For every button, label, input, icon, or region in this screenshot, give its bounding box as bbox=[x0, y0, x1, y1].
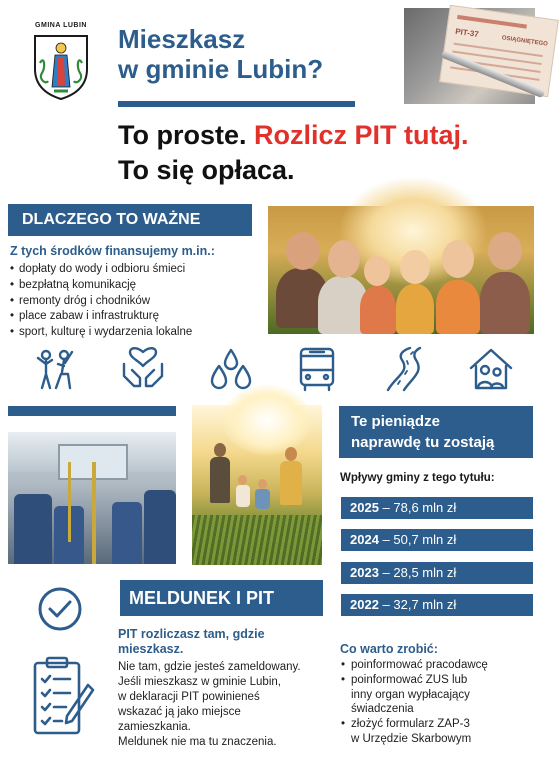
coat-of-arms-icon bbox=[32, 33, 90, 101]
revenue-row bbox=[341, 529, 533, 551]
tagline-part-1: To proste. bbox=[118, 120, 255, 150]
house-family-icon bbox=[468, 346, 514, 392]
todo-list bbox=[340, 658, 536, 747]
body-line: Nie tam, gdzie jesteś zameldowany. bbox=[118, 661, 301, 673]
revenue-amount: – 28,5 mln zł bbox=[378, 565, 457, 580]
check-circle-icon bbox=[36, 585, 84, 633]
meldunek-body bbox=[118, 660, 333, 750]
section-divider bbox=[8, 406, 176, 416]
todo-line: • złożyć formularz ZAP-3 bbox=[351, 718, 470, 731]
hands-heart-icon bbox=[120, 346, 166, 392]
tagline-line-2: To się opłaca. bbox=[118, 155, 295, 185]
municipality-crest bbox=[22, 22, 100, 106]
headline-line-2: w gminie Lubin? bbox=[118, 54, 324, 84]
body-line: w deklaracji PIT powinieneś bbox=[118, 691, 260, 703]
money-heading-line-1: Te pieniądze bbox=[351, 413, 440, 430]
revenue-year: 2025 bbox=[350, 500, 379, 515]
body-line: Jeśli mieszkasz w gminie Lubin, bbox=[118, 676, 281, 688]
tagline-highlight: Rozlicz PIT tutaj. bbox=[254, 120, 469, 150]
body-line: zamieszkania. bbox=[118, 721, 191, 733]
meldunek-banner: MELDUNEK I PIT bbox=[120, 580, 323, 616]
revenue-row bbox=[341, 497, 533, 519]
revenue-year: 2022 bbox=[350, 597, 379, 612]
todo-line: • poinformować ZUS lub bbox=[351, 673, 468, 686]
list-item: • place zabaw i infrastrukturę bbox=[10, 309, 192, 325]
headline-underline bbox=[118, 101, 355, 107]
meldunek-heading: PIT rozliczasz tam, gdzie mieszkasz. bbox=[118, 627, 265, 656]
todo-line: • poinformować pracodawcę bbox=[351, 659, 488, 671]
body-line: wskazać ją jako miejsce bbox=[118, 706, 241, 718]
why-intro: Z tych środków finansujemy m.in.: bbox=[10, 244, 215, 258]
list-item: • bezpłatną komunikację bbox=[10, 278, 192, 294]
list-item bbox=[340, 673, 536, 717]
tax-form-photo bbox=[404, 8, 549, 104]
crest-label: GMINA LUBIN bbox=[35, 22, 87, 29]
bus-interior-photo bbox=[8, 432, 176, 564]
tax-form-sheet bbox=[439, 5, 559, 98]
todo-line: w Urzędzie Skarbowym bbox=[351, 732, 472, 745]
money-subheading: Wpływy gminy z tego tytułu: bbox=[340, 472, 495, 484]
list-item: • dopłaty do wody i odbioru śmieci bbox=[10, 262, 192, 278]
revenue-amount: – 50,7 mln zł bbox=[378, 532, 457, 547]
list-item bbox=[340, 717, 536, 747]
form-word-label: OSIĄGNIĘTEGO bbox=[501, 35, 549, 48]
clipboard-checklist-icon bbox=[32, 655, 96, 741]
water-drops-icon bbox=[208, 346, 254, 392]
todo-heading: Co warto zrobić: bbox=[340, 642, 438, 656]
list-item: • remonty dróg i chodników bbox=[10, 294, 192, 310]
todo-line: inny organ wypłacający bbox=[351, 688, 470, 701]
form-code-label: PIT-37 bbox=[454, 26, 480, 39]
revenue-row bbox=[341, 562, 533, 584]
family-photo bbox=[268, 206, 534, 334]
list-item bbox=[340, 658, 536, 673]
money-heading-line-2: naprawdę tu zostają bbox=[351, 434, 495, 451]
why-banner: DLACZEGO TO WAŻNE bbox=[8, 204, 252, 236]
headline-line-1: Mieszkasz bbox=[118, 24, 246, 54]
children-playing-icon bbox=[32, 346, 78, 392]
bus-icon bbox=[294, 346, 340, 392]
why-list bbox=[10, 262, 192, 341]
todo-line: świadczenia bbox=[351, 703, 414, 716]
revenue-year: 2023 bbox=[350, 565, 379, 580]
road-icon bbox=[382, 346, 428, 392]
headline bbox=[118, 24, 323, 84]
revenue-amount: – 78,6 mln zł bbox=[378, 500, 457, 515]
revenue-amount: – 32,7 mln zł bbox=[378, 597, 457, 612]
revenue-year: 2024 bbox=[350, 532, 379, 547]
money-heading bbox=[339, 406, 533, 458]
revenue-row bbox=[341, 594, 533, 616]
list-item: • sport, kulturę i wydarzenia lokalne bbox=[10, 325, 192, 341]
body-line: Meldunek nie ma tu znaczenia. bbox=[118, 736, 277, 748]
family-walking-photo bbox=[192, 405, 322, 565]
